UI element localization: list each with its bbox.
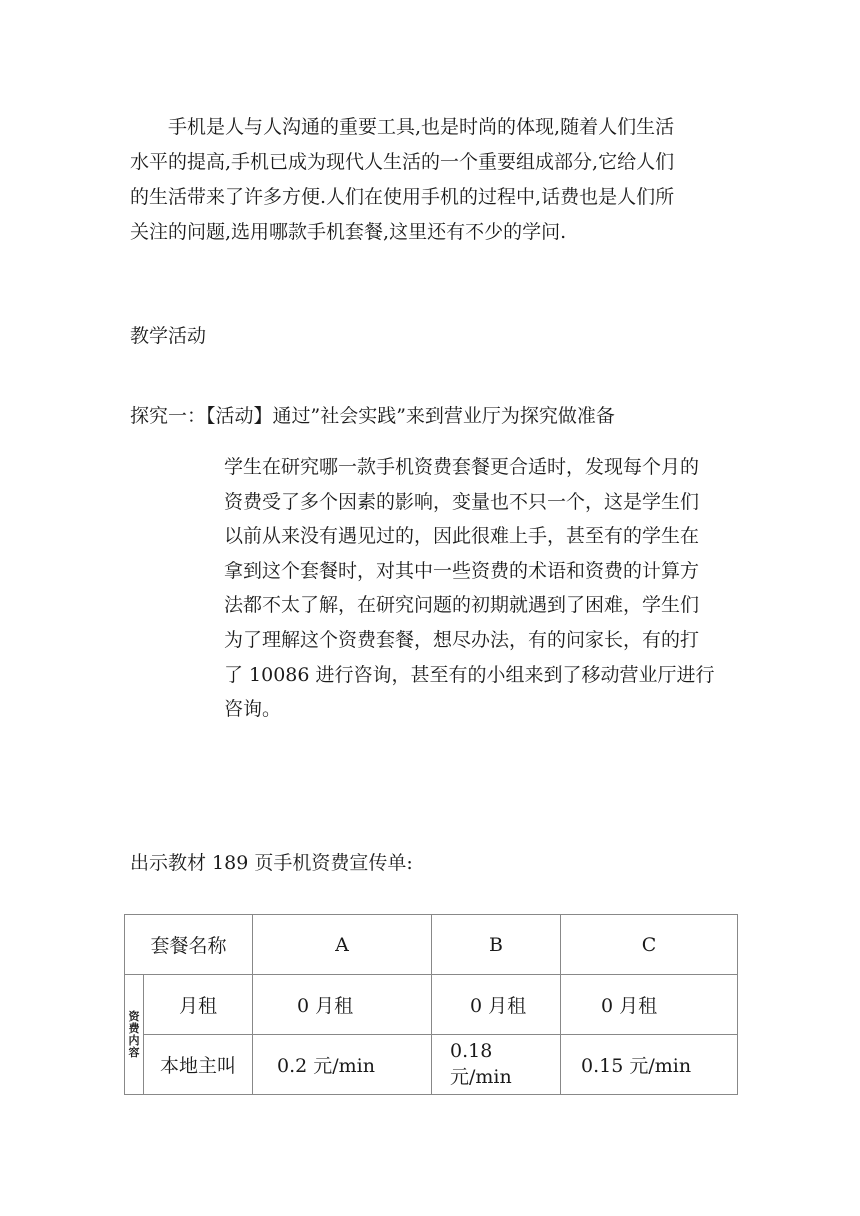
quote-line: 以前从来没有遇见过的，因此很难上手，甚至有的学生在 (224, 525, 700, 548)
row-label: 月租 (144, 975, 253, 1035)
header-label: 套餐名称 (125, 915, 253, 975)
cell-plan-c: 0 月租 (561, 975, 738, 1035)
quote-line: 为了理解这个资费套餐，想尽办法，有的问家长，有的打 (224, 628, 700, 651)
header-plan-c: C (561, 915, 738, 975)
quote-line: 咨询。 (224, 698, 282, 721)
quote-line: 资费受了多个因素的影响，变量也不只一个，这是学生们 (224, 490, 700, 513)
table-row (125, 975, 738, 1035)
table-intro: 出示教材 189 页手机资费宣传单: (130, 852, 413, 874)
table-row (125, 1035, 738, 1095)
cell-plan-c: 0.15 元/min (561, 1035, 738, 1095)
intro-line: 水平的提高,手机已成为现代人生活的一个重要组成部分,它给人们 (130, 151, 675, 173)
row-label: 本地主叫 (144, 1035, 253, 1095)
quote-line: 学生在研究哪一款手机资费套餐更合适时，发现每个月的 (224, 456, 700, 478)
quote-line: 了 10086 进行咨询，甚至有的小组来到了移动营业厅进行 (224, 663, 715, 686)
side-label: 资 费 内 容 (125, 975, 144, 1095)
quote-line: 法都不太了解，在研究问题的初期就遇到了困难，学生们 (224, 594, 700, 617)
quote-line: 拿到这个套餐时，对其中一些资费的术语和资费的计算方 (224, 559, 700, 582)
section-title: 教学活动 (130, 325, 207, 347)
cell-plan-a: 0.2 元/min (253, 1035, 432, 1095)
cell-plan-b: 0 月租 (432, 975, 561, 1035)
cell-plan-a: 0 月租 (253, 975, 432, 1035)
explore-title: 探究一：【活动】通过”社会实践”来到营业厅为探究做准备 (130, 405, 615, 427)
cell-plan-b: 0.18 元/min (432, 1035, 561, 1095)
intro-line: 手机是人与人沟通的重要工具,也是时尚的体现,随着人们生活 (168, 116, 675, 138)
header-plan-a: A (253, 915, 432, 975)
fee-table (124, 914, 738, 1095)
header-plan-b: B (432, 915, 561, 975)
intro-paragraph (130, 110, 730, 250)
intro-line: 的生活带来了许多方便.人们在使用手机的过程中,话费也是人们所 (130, 186, 675, 208)
quote-paragraph (224, 450, 734, 727)
intro-line: 关注的问题,选用哪款手机套餐,这里还有不少的学问. (130, 221, 567, 243)
table-header-row (125, 915, 738, 975)
